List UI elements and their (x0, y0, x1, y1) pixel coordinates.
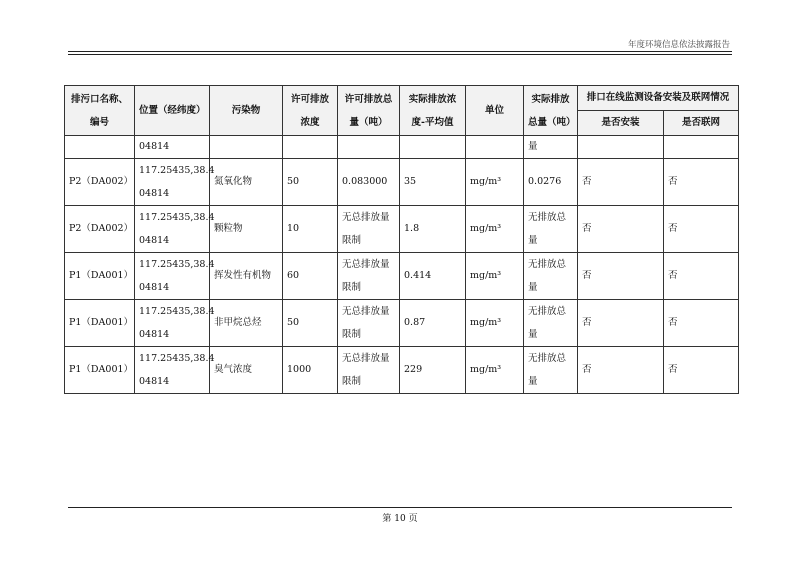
cell-networked: 否 (664, 300, 739, 347)
table-row (65, 159, 739, 206)
cell-pollutant: 挥发性有机物 (210, 253, 283, 300)
cell-actual-total: 无排放总 量 (524, 253, 578, 300)
cell-location: 117.25435,38.4 04814 (135, 159, 210, 206)
cell-outlet: P1（DA001） (65, 347, 135, 394)
cell-installed: 否 (578, 347, 664, 394)
cell-location: 117.25435,38.4 04814 (135, 347, 210, 394)
col-location: 位置（经纬度） (135, 86, 210, 136)
cell-outlet: P1（DA001） (65, 253, 135, 300)
cell-actual-total: 量 (524, 136, 578, 159)
table-header-row (65, 86, 739, 111)
report-header-title: 年度环境信息依法披露报告 (627, 40, 730, 50)
table-row (65, 300, 739, 347)
col-permit-total: 许可排放总 量（吨） (338, 86, 400, 136)
col-actual-concentration: 实际排放浓 度-平均值 (400, 86, 466, 136)
cell-location: 117.25435,38.4 04814 (135, 300, 210, 347)
cell-networked: 否 (664, 159, 739, 206)
cell-installed: 否 (578, 159, 664, 206)
cell-actual-total: 无排放总 量 (524, 206, 578, 253)
cell-pollutant (210, 136, 283, 159)
cell-unit: mg/m³ (466, 253, 524, 300)
cell-networked: 否 (664, 206, 739, 253)
cell-outlet: P1（DA001） (65, 300, 135, 347)
table-row (65, 253, 739, 300)
cell-actual-concentration (400, 136, 466, 159)
cell-installed (578, 136, 664, 159)
col-outlet-name: 排污口名称、 编号 (65, 86, 135, 136)
cell-outlet (65, 136, 135, 159)
cell-unit (466, 136, 524, 159)
col-actual-total: 实际排放 总量（吨） (524, 86, 578, 136)
table-row (65, 347, 739, 394)
cell-actual-total: 无排放总 量 (524, 347, 578, 394)
cell-networked: 否 (664, 347, 739, 394)
table-row (65, 206, 739, 253)
cell-outlet: P2（DA002） (65, 159, 135, 206)
footer-rule (68, 507, 732, 508)
cell-permit-concentration: 10 (283, 206, 338, 253)
cell-permit-concentration (283, 136, 338, 159)
cell-actual-concentration: 1.8 (400, 206, 466, 253)
cell-actual-concentration: 0.414 (400, 253, 466, 300)
cell-actual-total: 无排放总 量 (524, 300, 578, 347)
cell-installed: 否 (578, 253, 664, 300)
cell-outlet: P2（DA002） (65, 206, 135, 253)
col-unit: 单位 (466, 86, 524, 136)
cell-permit-concentration: 50 (283, 159, 338, 206)
cell-networked (664, 136, 739, 159)
cell-unit: mg/m³ (466, 206, 524, 253)
cell-permit-total: 无总排放量 限制 (338, 253, 400, 300)
cell-permit-total (338, 136, 400, 159)
emission-outlet-table (64, 85, 739, 394)
cell-actual-concentration: 229 (400, 347, 466, 394)
cell-permit-total: 0.083000 (338, 159, 400, 206)
table-row-continuation (65, 136, 739, 159)
cell-installed: 否 (578, 300, 664, 347)
cell-actual-concentration: 35 (400, 159, 466, 206)
cell-permit-total: 无总排放量 限制 (338, 347, 400, 394)
cell-location: 117.25435,38.4 04814 (135, 253, 210, 300)
header-rule (68, 51, 732, 55)
page-number: 第 10 页 (382, 514, 418, 524)
cell-unit: mg/m³ (466, 300, 524, 347)
col-installed: 是否安装 (578, 111, 664, 136)
cell-pollutant: 臭气浓度 (210, 347, 283, 394)
col-networked: 是否联网 (664, 111, 739, 136)
cell-pollutant: 颗粒物 (210, 206, 283, 253)
cell-permit-concentration: 50 (283, 300, 338, 347)
cell-permit-concentration: 60 (283, 253, 338, 300)
cell-pollutant: 氮氧化物 (210, 159, 283, 206)
cell-actual-total: 0.0276 (524, 159, 578, 206)
cell-permit-concentration: 1000 (283, 347, 338, 394)
cell-pollutant: 非甲烷总烃 (210, 300, 283, 347)
col-online-monitoring: 排口在线监测设备安装及联网情况 (578, 86, 739, 111)
cell-location: 117.25435,38.4 04814 (135, 206, 210, 253)
col-permit-concentration: 许可排放 浓度 (283, 86, 338, 136)
cell-actual-concentration: 0.87 (400, 300, 466, 347)
cell-networked: 否 (664, 253, 739, 300)
col-pollutant: 污染物 (210, 86, 283, 136)
cell-permit-total: 无总排放量 限制 (338, 300, 400, 347)
cell-permit-total: 无总排放量 限制 (338, 206, 400, 253)
cell-installed: 否 (578, 206, 664, 253)
cell-location: 04814 (135, 136, 210, 159)
cell-unit: mg/m³ (466, 159, 524, 206)
cell-unit: mg/m³ (466, 347, 524, 394)
